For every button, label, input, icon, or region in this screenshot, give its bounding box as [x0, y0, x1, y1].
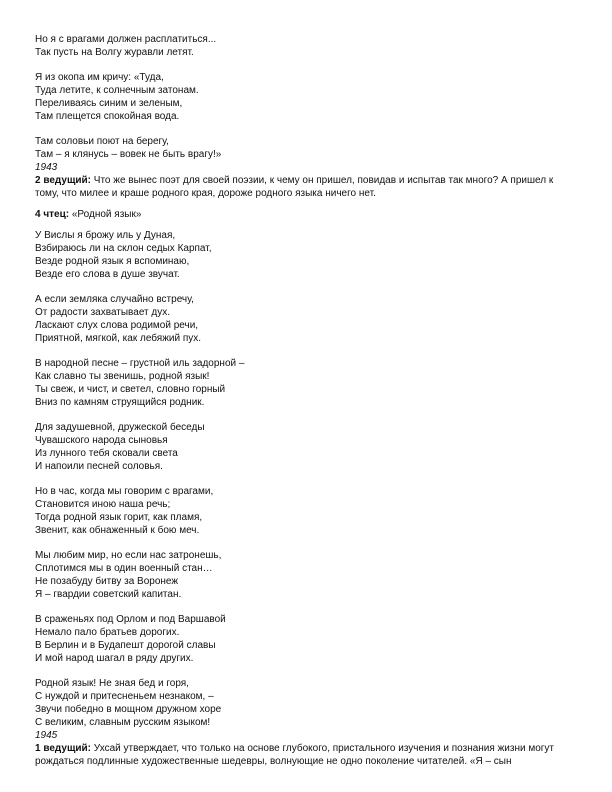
paragraph-text: тому, что милее и краше родного края, дороже родного языка ничего нет.: [35, 188, 376, 199]
poem-line: Вниз по камням струящийся родник.: [35, 397, 205, 408]
poem-line: Немало пало братьев дорогих.: [35, 627, 180, 638]
poem-line: Родной язык! Не зная бед и горя,: [35, 678, 189, 689]
poem-line: Чувашского народа сыновья: [35, 435, 168, 446]
poem-line: Как славно ты звенишь, родной язык!: [35, 371, 210, 382]
host-paragraph: [35, 742, 580, 768]
poem-year: 1943: [35, 162, 58, 173]
poem-line: С великим, славным русским языком!: [35, 717, 211, 728]
poem-line: Ласкают слух слова родимой речи,: [35, 320, 199, 331]
poem-stanza: [35, 421, 580, 473]
poem-line: Там – я клянусь – вовек не быть врагу!»: [35, 149, 222, 160]
poem-line: Но я с врагами должен расплатиться...: [35, 34, 217, 45]
poem-line: Везде его слова в душе звучат.: [35, 269, 180, 280]
poem-stanza: [35, 33, 580, 59]
poem-line: В народной песне – грустной иль задорной –: [35, 358, 245, 369]
poem-line: От радости захватывает дух.: [35, 307, 171, 318]
poem-stanza: [35, 485, 580, 537]
poem-title: «Родной язык»: [69, 209, 142, 220]
speaker-label: 1 ведущий:: [35, 743, 92, 754]
poem-line: А если земляка случайно встречу,: [35, 294, 194, 305]
poem-line: Из лунного тебя сковали света: [35, 448, 178, 459]
poem-line: Везде родной язык я вспоминаю,: [35, 256, 190, 267]
poem-line: Мы любим мир, но если нас затронешь,: [35, 550, 222, 561]
poem-line: Сплотимся мы в один военный стан…: [35, 563, 213, 574]
poem-stanza: [35, 357, 580, 409]
poem-line: Звучи победно в мощном дружном хоре: [35, 704, 222, 715]
poem-line: У Вислы я брожу иль у Дуная,: [35, 230, 176, 241]
poem-stanza: [35, 549, 580, 601]
poem-line: В сраженьях под Орлом и под Варшавой: [35, 614, 226, 625]
speaker-label: 4 чтец:: [35, 209, 70, 220]
poem-line: Там плещется спокойная вода.: [35, 111, 180, 122]
poem-line: Переливаясь синим и зеленым,: [35, 98, 183, 109]
poem-stanza: [35, 135, 580, 161]
poem-line: И мой народ шагал в ряду других.: [35, 653, 194, 664]
poem-stanza: [35, 613, 580, 665]
poem-stanza: [35, 229, 580, 281]
poem-line: Звенит, как обнаженный к бою меч.: [35, 525, 200, 536]
poem-line: Тогда родной язык горит, как пламя,: [35, 512, 203, 523]
poem-line: Так пусть на Волгу журавли летят.: [35, 47, 194, 58]
reader-heading: [35, 208, 580, 221]
document-page: [35, 33, 580, 768]
paragraph-text: Что же вынес поэт для своей поэзии, к чему он пришел, повидав и испытав так много? А пришел к: [91, 175, 554, 186]
poem-line: Становится иною наша речь;: [35, 499, 171, 510]
poem-line: Но в час, когда мы говорим с врагами,: [35, 486, 214, 497]
poem-line: Ты свеж, и чист, и светел, словно горный: [35, 384, 226, 395]
host-paragraph: [35, 174, 580, 200]
poem-line: Я из окопа им кричу: «Туда,: [35, 72, 164, 83]
poem-line: Взбираюсь ли на склон седых Карпат,: [35, 243, 212, 254]
poem-stanza: [35, 71, 580, 123]
poem-line: Там соловьи поют на берегу,: [35, 136, 169, 147]
paragraph-text: рождаться подлинные художественные шедевры, волнующие не одно поколение читателей. «Я – сын: [35, 756, 512, 767]
poem-stanza: [35, 677, 580, 729]
poem-line: Туда летите, к солнечным затонам.: [35, 85, 199, 96]
poem-line: Приятной, мягкой, как лебяжий пух.: [35, 333, 202, 344]
speaker-label: 2 ведущий:: [35, 175, 92, 186]
poem-stanza: [35, 293, 580, 345]
poem-line: С нуждой и притесненьем незнаком, –: [35, 691, 214, 702]
poem-year: 1945: [35, 730, 58, 741]
poem-line: И напоили песней соловья.: [35, 461, 163, 472]
poem-line: Я – гвардии советский капитан.: [35, 589, 182, 600]
poem-line: Не позабуду битву за Воронеж: [35, 576, 179, 587]
poem-line: В Берлин и в Будапешт дорогой славы: [35, 640, 216, 651]
poem-line: Для задушевной, дружеской беседы: [35, 422, 205, 433]
paragraph-text: Ухсай утверждает, что только на основе глубокого, пристального изучения и познания жизни могут: [91, 743, 554, 754]
